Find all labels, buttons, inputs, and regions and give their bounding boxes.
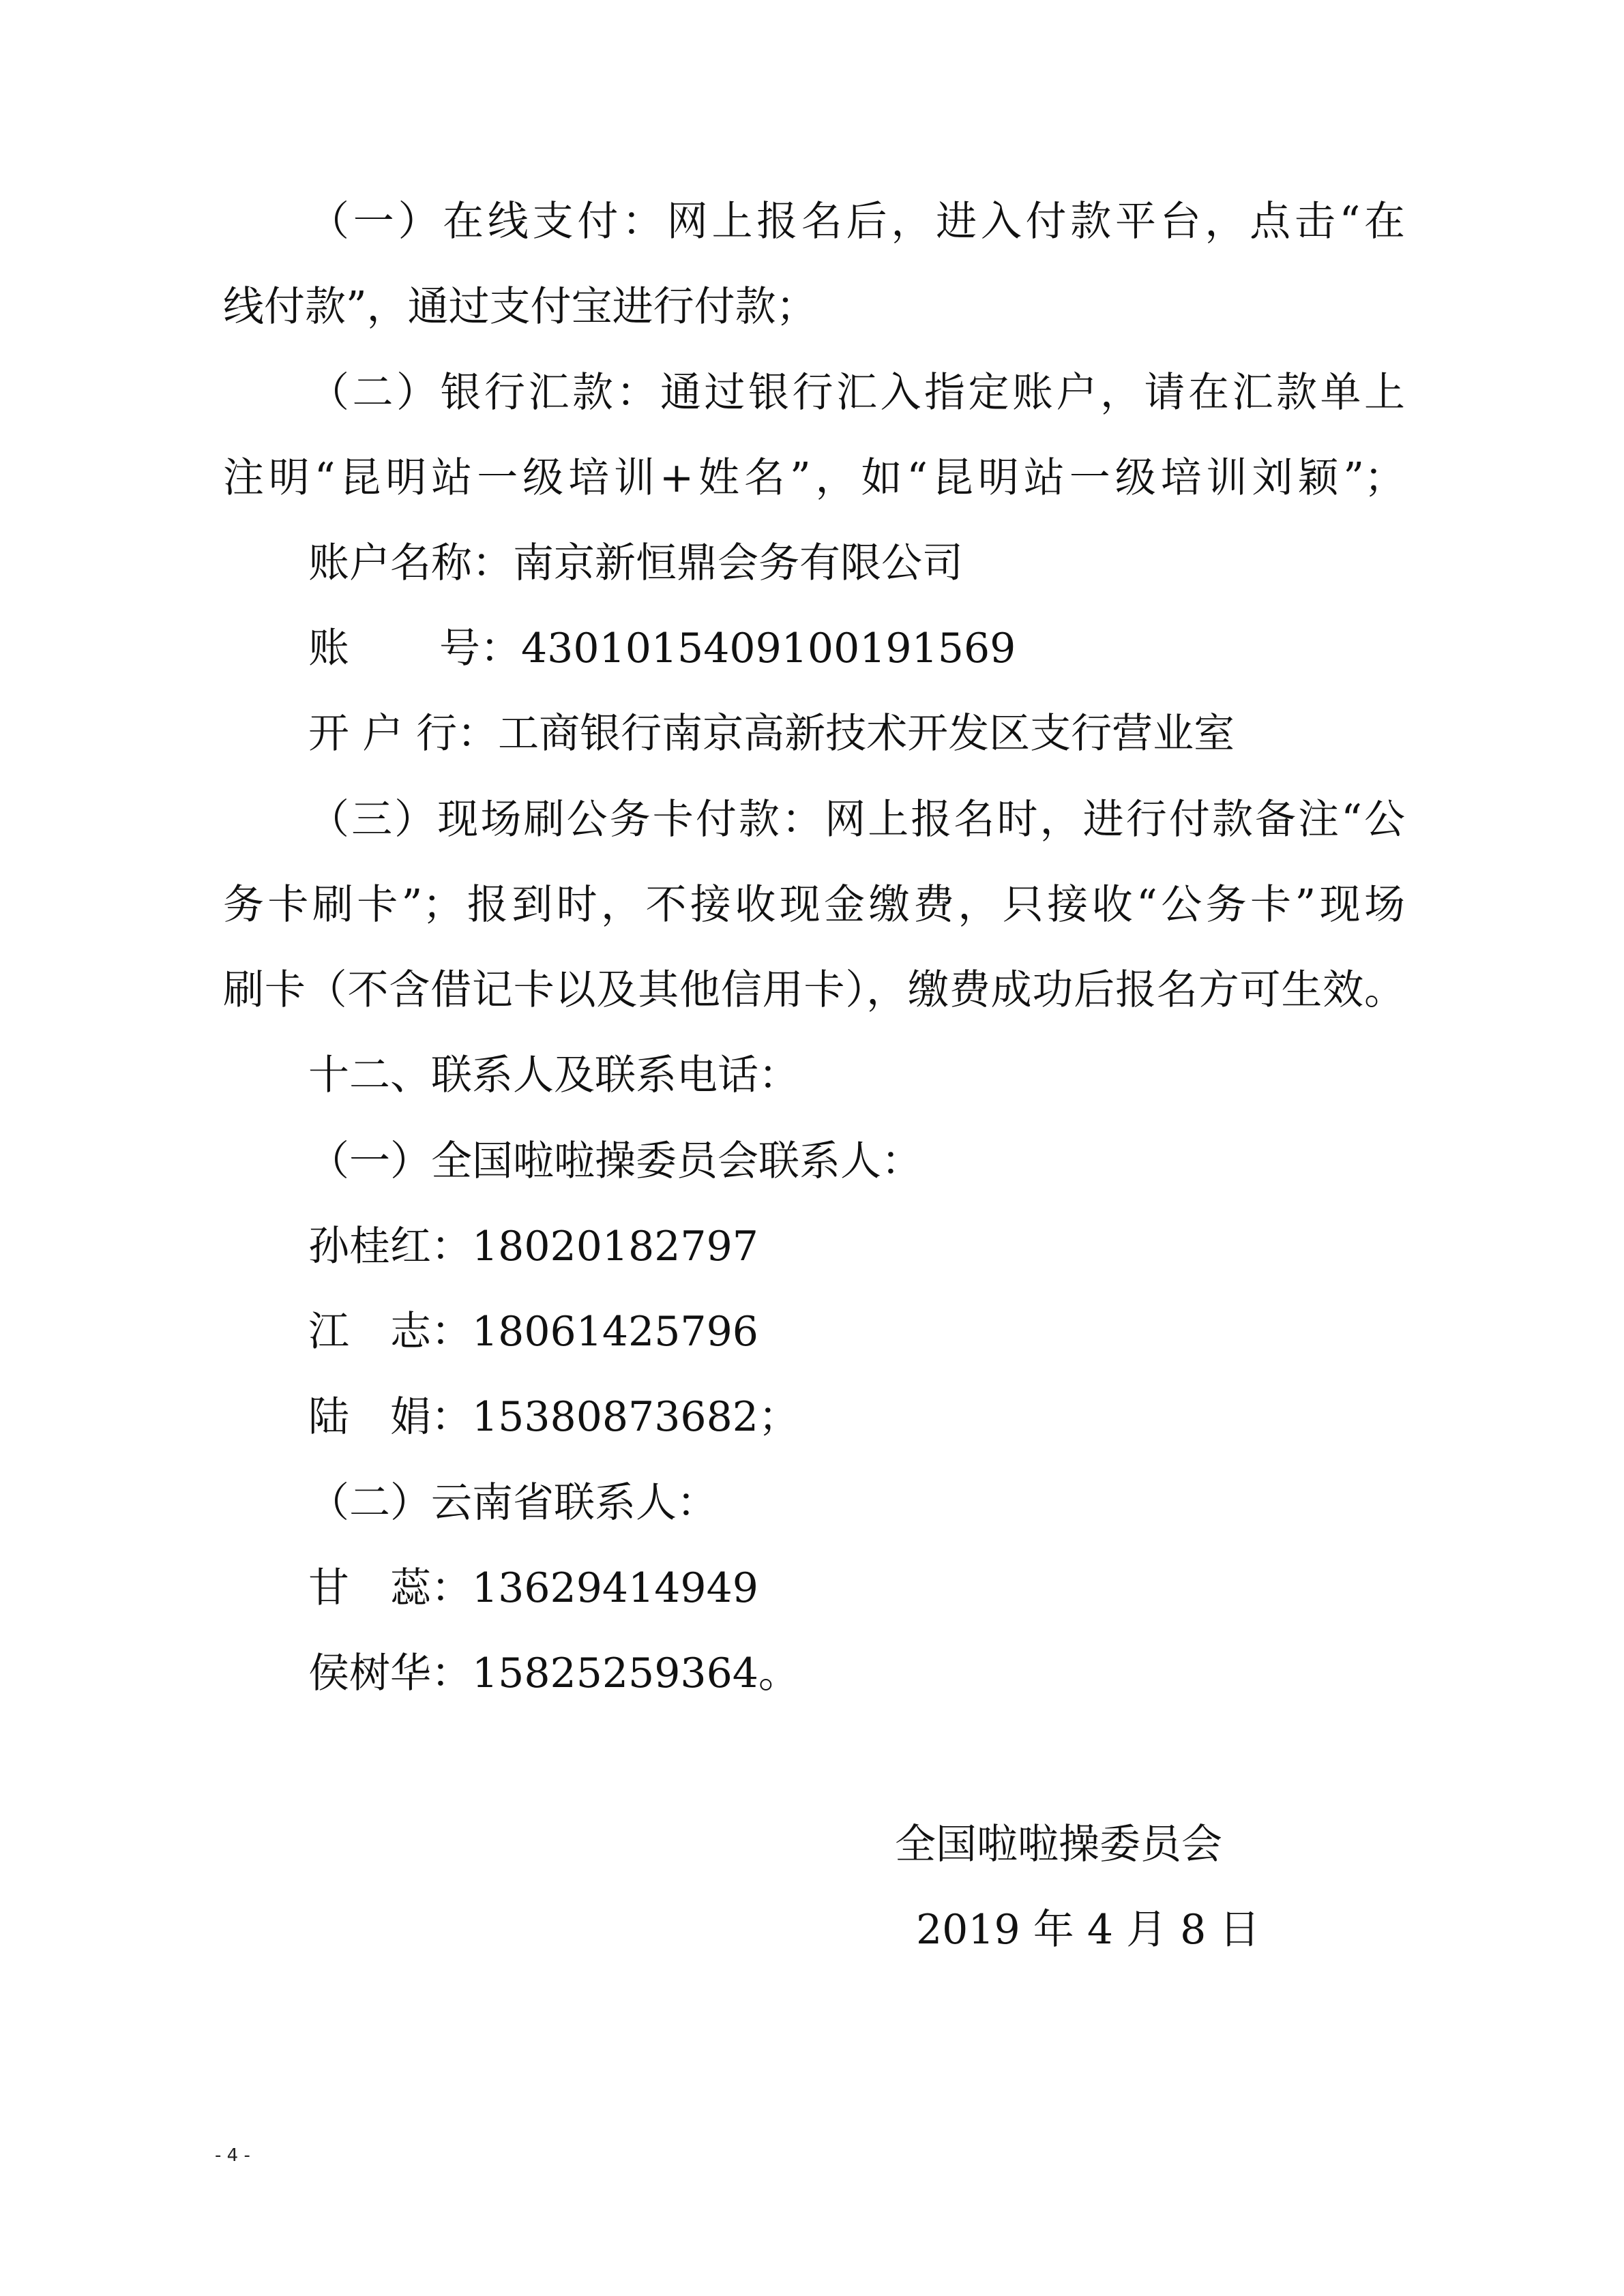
page-number: - 4 - <box>215 2145 250 2166</box>
account-name: 账户名称：南京新恒鼎会务有限公司 <box>308 539 963 587</box>
contacts-heading: 十二、联系人及联系电话： <box>308 1052 799 1099</box>
signature-date: 2019 年 4 月 8 日 <box>916 1906 1260 1954</box>
signature-organization: 全国啦啦操委员会 <box>895 1821 1222 1868</box>
card-payment-line-3: 刷卡（不含借记卡以及其他信用卡），缴费成功后报名方可生效。 <box>223 966 1405 1014</box>
account-number: 号：4301015409100191569 <box>439 625 1016 672</box>
card-payment-line-1: （三）现场刷公务卡付款：网上报名时，进行付款备注“公 <box>308 796 1405 844</box>
bank-transfer-line-1: （二）银行汇款：通过银行汇入指定账户，请在汇款单上 <box>308 369 1405 417</box>
bank-branch: 开 户 行：工商银行南京高新技术开发区支行营业室 <box>308 710 1235 758</box>
national-contact-3: 陆 娟：15380873682； <box>308 1393 799 1441</box>
national-contact-1: 孙桂红：18020182797 <box>308 1223 758 1270</box>
yunnan-contact-1: 甘 蕊：13629414949 <box>308 1564 758 1612</box>
national-contact-2: 江 志：18061425796 <box>308 1308 758 1356</box>
account-number-label: 账 <box>308 625 349 672</box>
bank-transfer-line-2: 注明“昆明站一级培训+姓名”，如“昆明站一级培训刘颖”； <box>223 454 1405 502</box>
online-payment-line-2: 线付款”，通过支付宝进行付款； <box>223 283 817 331</box>
card-payment-line-2: 务卡刷卡”；报到时，不接收现金缴费，只接收“公务卡”现场 <box>223 881 1405 929</box>
yunnan-contacts-heading: （二）云南省联系人： <box>308 1479 718 1527</box>
national-contacts-heading: （一）全国啦啦操委员会联系人： <box>308 1137 922 1185</box>
yunnan-contact-2: 侯树华：15825259364。 <box>308 1650 799 1697</box>
online-payment-line-1: （一）在线支付：网上报名后，进入付款平台，点击“在 <box>308 198 1405 245</box>
